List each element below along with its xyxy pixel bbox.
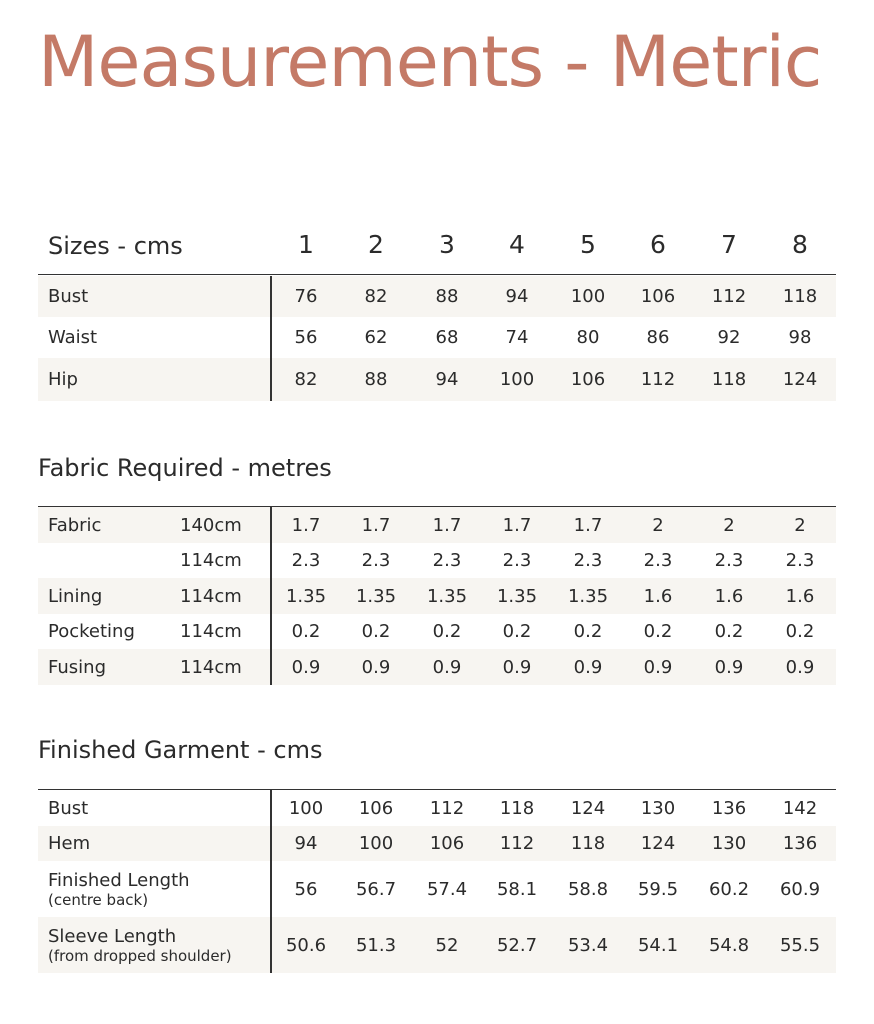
table-cell: 2.3: [714, 550, 744, 571]
table-cell: 142: [782, 797, 818, 819]
table-cell: 0.9: [432, 656, 462, 678]
table-cell: 94: [505, 286, 529, 307]
sizes-header-label: Sizes - cms: [48, 232, 183, 260]
table-cell: 106: [429, 833, 465, 854]
table-cell: 1.7: [432, 514, 462, 536]
table-cell: 94: [435, 369, 459, 390]
row-label: [48, 578, 102, 614]
table-cell: 52: [435, 934, 459, 956]
table-cell: 106: [358, 797, 394, 819]
table-row: [38, 614, 836, 649]
table-cell: 82: [364, 286, 388, 307]
size-column-header: 7: [721, 230, 737, 259]
table-row: [38, 543, 836, 578]
fabric-width: 114cm: [180, 550, 242, 571]
table-cell: 1.7: [502, 514, 532, 536]
table-cell: 130: [711, 833, 747, 854]
size-column-header: 4: [509, 230, 525, 259]
table-cell: 57.4: [426, 878, 468, 900]
table-cell: 1.35: [426, 585, 468, 607]
table-cell: 2.3: [361, 550, 391, 571]
fabric-width: 114cm: [180, 585, 242, 607]
table-cell: 0.9: [502, 656, 532, 678]
size-column-header: 3: [439, 230, 455, 259]
table-cell: 86: [646, 327, 670, 348]
table-cell: 0.9: [785, 656, 815, 678]
table-cell: 60.2: [708, 878, 750, 900]
table-cell: 0.2: [361, 621, 391, 642]
table-cell: 0.2: [432, 621, 462, 642]
table-cell: 94: [294, 833, 318, 854]
fabric-table: [38, 506, 836, 685]
row-label: [48, 317, 97, 358]
size-column-header: 8: [792, 230, 808, 259]
table-row: [38, 358, 836, 401]
table-cell: 58.1: [496, 878, 538, 900]
table-cell: 118: [570, 833, 606, 854]
table-cell: 1.35: [285, 585, 327, 607]
table-cell: 1.35: [496, 585, 538, 607]
fabric-width: 114cm: [180, 621, 242, 642]
table-cell: 100: [499, 369, 535, 390]
row-label: [48, 861, 190, 917]
table-cell: 74: [505, 327, 529, 348]
table-cell: 0.9: [291, 656, 321, 678]
table-cell: 100: [358, 833, 394, 854]
row-label: [48, 790, 88, 826]
table-cell: 124: [640, 833, 676, 854]
table-cell: 2.3: [785, 550, 815, 571]
table-cell: 98: [788, 327, 812, 348]
table-cell: 88: [364, 369, 388, 390]
table-cell: 118: [711, 369, 747, 390]
table-cell: 54.8: [708, 934, 750, 956]
row-label-text: Fusing: [48, 656, 106, 678]
row-label: [48, 614, 135, 649]
table-cell: 62: [364, 327, 388, 348]
table-cell: 0.9: [714, 656, 744, 678]
table-cell: 58.8: [567, 878, 609, 900]
size-column-header: 2: [368, 230, 384, 259]
row-label: [48, 649, 106, 685]
table-cell: 1.7: [361, 514, 391, 536]
row-label: [48, 826, 90, 861]
table-cell: 1.6: [785, 585, 815, 607]
table-cell: 1.7: [291, 514, 321, 536]
table-cell: 80: [576, 327, 600, 348]
table-cell: 54.1: [637, 934, 679, 956]
sizes-header: [38, 228, 836, 275]
size-column-header: 1: [298, 230, 314, 259]
table-cell: 118: [782, 286, 818, 307]
column-divider: [270, 507, 272, 685]
row-label: [48, 358, 78, 401]
table-cell: 76: [294, 286, 318, 307]
table-row: [38, 790, 836, 826]
table-cell: 82: [294, 369, 318, 390]
table-cell: 2.3: [432, 550, 462, 571]
row-label-text: Sleeve Length: [48, 925, 177, 947]
table-cell: 0.2: [573, 621, 603, 642]
table-row: [38, 507, 836, 543]
table-row: [38, 649, 836, 685]
table-cell: 56: [294, 878, 318, 900]
table-cell: 0.2: [785, 621, 815, 642]
row-label-text: Hip: [48, 369, 78, 390]
table-cell: 1.35: [355, 585, 397, 607]
table-cell: 2.3: [502, 550, 532, 571]
column-divider: [270, 790, 272, 973]
table-cell: 1.7: [573, 514, 603, 536]
table-cell: 100: [288, 797, 324, 819]
table-cell: 130: [640, 797, 676, 819]
finished-section-title: Finished Garment - cms: [38, 736, 323, 764]
table-row: [38, 861, 836, 917]
table-cell: 136: [782, 833, 818, 854]
table-cell: 0.2: [502, 621, 532, 642]
table-cell: 92: [717, 327, 741, 348]
table-cell: 106: [570, 369, 606, 390]
table-cell: 56.7: [355, 878, 397, 900]
table-cell: 0.2: [291, 621, 321, 642]
table-cell: 2: [652, 514, 664, 536]
row-label-text: Bust: [48, 286, 89, 307]
table-cell: 2.3: [291, 550, 321, 571]
row-label: [48, 917, 232, 973]
table-cell: 59.5: [637, 878, 679, 900]
row-label-text: Hem: [48, 833, 91, 854]
table-cell: 112: [429, 797, 465, 819]
row-label-note: (from dropped shoulder): [48, 946, 232, 965]
table-cell: 0.9: [643, 656, 673, 678]
table-cell: 112: [711, 286, 747, 307]
table-cell: 60.9: [779, 878, 821, 900]
table-row: [38, 917, 836, 973]
column-divider: [270, 276, 272, 401]
row-label: [48, 276, 88, 317]
table-cell: 0.2: [714, 621, 744, 642]
table-cell: 2.3: [643, 550, 673, 571]
table-row: [38, 578, 836, 614]
row-label-text: Fabric: [48, 514, 102, 536]
page-title: Measurements - Metric: [38, 21, 822, 103]
table-cell: 118: [499, 797, 535, 819]
table-row: [38, 276, 836, 317]
row-label-note: (centre back): [48, 890, 149, 909]
table-row: [38, 826, 836, 861]
table-cell: 0.2: [643, 621, 673, 642]
table-cell: 2.3: [573, 550, 603, 571]
table-cell: 112: [640, 369, 676, 390]
sizes-table: [38, 276, 836, 401]
table-cell: 124: [782, 369, 818, 390]
row-label: [48, 507, 101, 543]
table-cell: 100: [570, 286, 606, 307]
fabric-width: 140cm: [180, 514, 242, 536]
table-cell: 53.4: [567, 934, 609, 956]
table-cell: 1.6: [643, 585, 673, 607]
fabric-section-title: Fabric Required - metres: [38, 454, 332, 482]
table-cell: 88: [435, 286, 459, 307]
table-cell: 112: [499, 833, 535, 854]
table-cell: 136: [711, 797, 747, 819]
table-cell: 68: [435, 327, 459, 348]
row-label-text: Pocketing: [48, 621, 135, 642]
row-label-text: Finished Length: [48, 869, 190, 891]
table-cell: 2: [794, 514, 806, 536]
row-label-text: Lining: [48, 585, 103, 607]
table-cell: 50.6: [285, 934, 327, 956]
finished-table: [38, 789, 836, 973]
table-cell: 124: [570, 797, 606, 819]
table-cell: 0.9: [361, 656, 391, 678]
table-row: [38, 317, 836, 358]
table-cell: 51.3: [355, 934, 397, 956]
table-cell: 52.7: [496, 934, 538, 956]
table-cell: 0.9: [573, 656, 603, 678]
fabric-width: 114cm: [180, 656, 242, 678]
table-cell: 56: [294, 327, 318, 348]
table-cell: 1.35: [567, 585, 609, 607]
table-cell: 1.6: [714, 585, 744, 607]
table-cell: 2: [723, 514, 735, 536]
table-cell: 55.5: [779, 934, 821, 956]
row-label-text: Waist: [48, 327, 98, 348]
table-cell: 106: [640, 286, 676, 307]
size-column-header: 6: [650, 230, 666, 259]
row-label-text: Bust: [48, 797, 89, 819]
size-column-header: 5: [580, 230, 596, 259]
